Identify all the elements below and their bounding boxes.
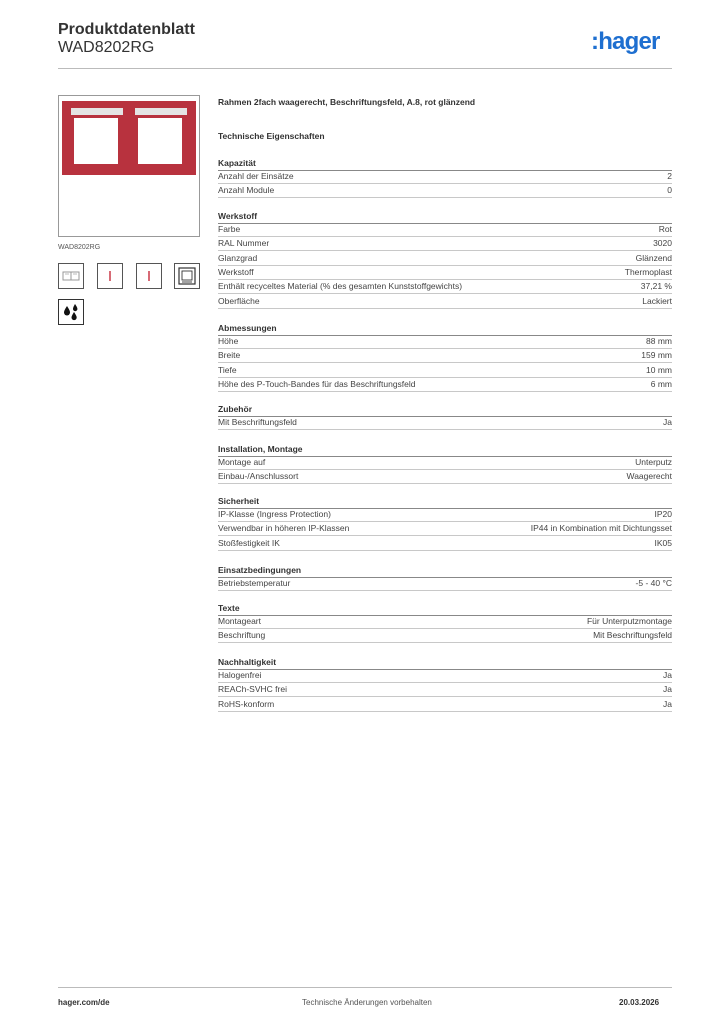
spec-row: [218, 537, 672, 551]
spec-value: 6 mm: [650, 378, 672, 389]
spec-key: Farbe: [218, 224, 241, 234]
frame-insert-left: [71, 108, 123, 166]
spec-row: [218, 698, 672, 712]
product-image-caption: WAD8202RG: [58, 244, 101, 251]
section-title: Kapazität: [218, 157, 672, 171]
line-red-icon: [97, 263, 123, 289]
label-strip: [135, 108, 187, 115]
spec-value: IP44 in Kombination mit Dichtungsset: [530, 523, 672, 534]
spec-key: Mit Beschriftungsfeld: [218, 417, 297, 427]
header-divider: [58, 68, 672, 69]
section-title: Sicherheit: [218, 495, 672, 509]
spec-value: Für Unterputzmontage: [586, 616, 672, 626]
spec-key: Anzahl der Einsätze: [218, 171, 294, 181]
spec-row: [218, 416, 672, 430]
insert-opening: [74, 118, 118, 164]
hager-logo: :hager: [591, 28, 660, 55]
spec-key: Montage auf: [218, 457, 266, 467]
insert-opening: [138, 118, 182, 164]
spec-value: Waagerecht: [626, 471, 672, 482]
footer-date: 20.03.2026: [619, 998, 660, 1007]
spec-row: [218, 577, 672, 591]
spec-value: Unterputz: [635, 457, 672, 467]
spec-value: 3020: [653, 238, 672, 249]
spec-key: Stoßfestigkeit IK: [218, 537, 280, 548]
spec-row: [218, 349, 672, 363]
spec-value: Lackiert: [642, 295, 672, 306]
section-title: Installation, Montage: [218, 443, 672, 457]
spec-value: Glänzend: [635, 252, 672, 263]
spec-value: 88 mm: [646, 336, 672, 346]
spec-row: [218, 335, 672, 349]
spec-row: [218, 378, 672, 392]
spec-row: [218, 615, 672, 629]
spec-row: [218, 223, 672, 237]
section-title: Nachhaltigkeit: [218, 656, 672, 670]
spec-row: [218, 456, 672, 470]
spec-row: [218, 184, 672, 198]
spec-key: REACh-SVHC frei: [218, 684, 287, 695]
spec-key: Betriebstemperatur: [218, 578, 291, 588]
spec-key: Anzahl Module: [218, 185, 275, 196]
spec-value: 0: [667, 185, 672, 196]
spec-key: Höhe des P-Touch-Bandes für das Beschriftungsfeld: [218, 378, 416, 389]
spec-value: IP20: [654, 509, 672, 519]
spec-key: Breite: [218, 350, 241, 361]
spec-row: [218, 295, 672, 309]
spec-row: [218, 237, 672, 251]
spec-row: [218, 669, 672, 683]
section-title: Werkstoff: [218, 210, 672, 224]
spec-row: [218, 266, 672, 280]
spec-value: Ja: [663, 670, 672, 680]
red-frame: [62, 101, 196, 175]
spec-value: Mit Beschriftungsfeld: [593, 630, 672, 641]
spec-key: IP-Klasse (Ingress Protection): [218, 509, 331, 519]
spec-value: 37,21 %: [640, 281, 672, 292]
section-title: Abmessungen: [218, 322, 672, 336]
spec-value: 2: [667, 171, 672, 181]
spec-row: [218, 522, 672, 536]
document-title: Produktdatenblatt: [58, 21, 195, 38]
spec-key: Werkstoff: [218, 266, 254, 277]
product-code: WAD8202RG: [58, 39, 155, 56]
spec-row: [218, 629, 672, 643]
spec-key: Halogenfrei: [218, 670, 262, 680]
socket-frame-icon: [174, 263, 200, 289]
spec-row: [218, 470, 672, 484]
product-image: [58, 95, 200, 237]
spec-key: Beschriftung: [218, 630, 266, 641]
spec-value: Ja: [663, 698, 672, 709]
spec-key: RoHS-konform: [218, 698, 275, 709]
spec-row: [218, 252, 672, 266]
spec-key: RAL Nummer: [218, 238, 270, 249]
spec-row: [218, 683, 672, 697]
footer-disclaimer: Technische Änderungen vorbehalten: [302, 998, 432, 1007]
spec-value: IK05: [654, 537, 672, 548]
spec-key: Verwendbar in höheren IP-Klassen: [218, 523, 350, 534]
switch-pair-icon: [58, 263, 84, 289]
spec-key: Tiefe: [218, 364, 237, 375]
line-red-icon: [136, 263, 162, 289]
section-title: Einsatzbedingungen: [218, 564, 672, 578]
spec-value: Thermoplast: [624, 266, 672, 277]
section-title: Zubehör: [218, 403, 672, 417]
product-description: Rahmen 2fach waagerecht, Beschriftungsfeld, A.8, rot glänzend: [218, 97, 476, 107]
spec-row: [218, 280, 672, 294]
spec-key: Oberfläche: [218, 295, 260, 306]
label-strip: [71, 108, 123, 115]
spec-value: 159 mm: [641, 350, 672, 361]
spec-key: Höhe: [218, 336, 239, 346]
technical-properties-heading: Technische Eigenschaften: [218, 131, 325, 141]
spec-value: Ja: [663, 417, 672, 427]
footer-website: hager.com/de: [58, 998, 110, 1007]
spec-value: 10 mm: [646, 364, 672, 375]
spec-row: [218, 364, 672, 378]
spec-key: Einbau-/Anschlussort: [218, 471, 299, 482]
spec-value: -5 - 40 °C: [635, 578, 672, 588]
spec-key: Glanzgrad: [218, 252, 258, 263]
spec-key: Enthält recyceltes Material (% des gesamten Kunststoffgewichts): [218, 281, 463, 292]
spec-row: [218, 508, 672, 522]
spec-key: Montageart: [218, 616, 261, 626]
spec-value: Ja: [663, 684, 672, 695]
section-title: Texte: [218, 602, 672, 616]
water-drops-icon: [58, 299, 84, 325]
footer-divider: [58, 987, 672, 988]
frame-insert-right: [135, 108, 187, 166]
spec-row: [218, 170, 672, 184]
spec-value: Rot: [658, 224, 672, 234]
